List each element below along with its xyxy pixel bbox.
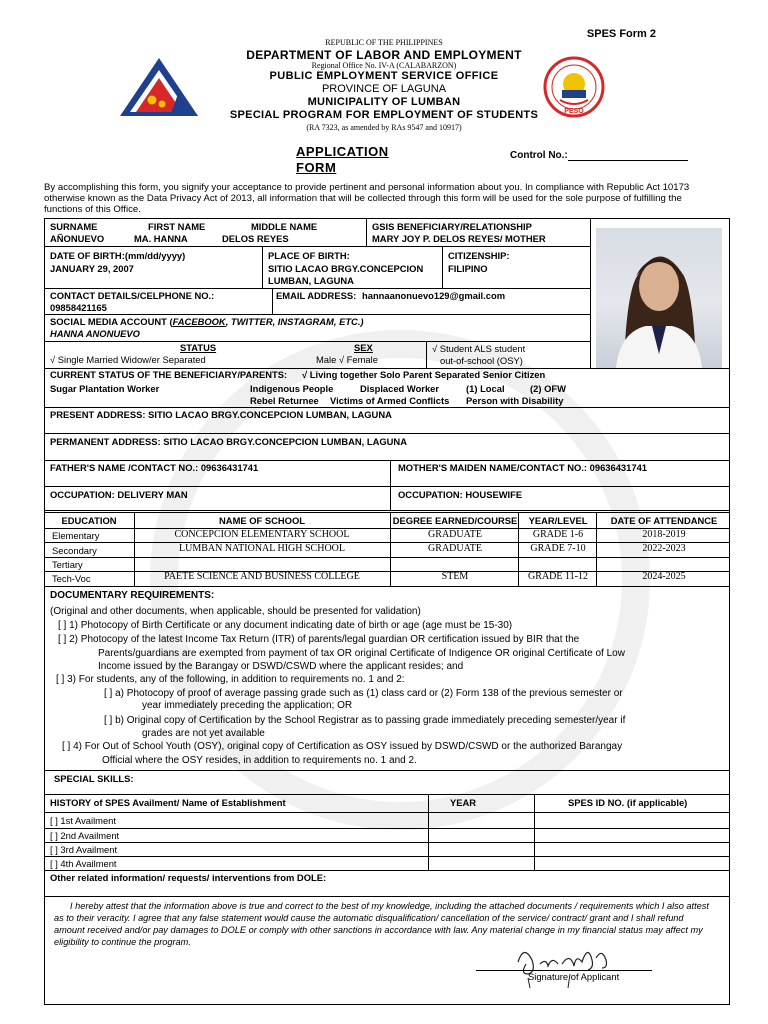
edu-row-level: Tertiary (52, 559, 83, 570)
edu-row-school[interactable]: LUMBAN NATIONAL HIGH SCHOOL (178, 543, 345, 554)
header-republic: REPUBLIC OF THE PHILIPPINES (325, 38, 443, 47)
divider (44, 828, 730, 829)
edu-row-level: Elementary (52, 530, 100, 541)
social-label-rest: , TWITTER, INSTAGRAM, ETC.) (225, 316, 364, 327)
divider (272, 288, 273, 314)
current-status-indigenous[interactable]: Indigenous People (250, 383, 334, 394)
edu-header-year: YEAR/LEVEL (528, 515, 588, 526)
current-status-label: CURRENT STATUS OF THE BENEFICIARY/PARENTS: (50, 369, 288, 380)
edu-header-date: DATE OF ATTENDANCE (610, 515, 718, 526)
form-title-line1: APPLICATION (296, 144, 389, 159)
other-info-label: Other related information/ requests/ interventions from DOLE: (50, 872, 327, 883)
current-status-sugar[interactable]: Sugar Plantation Worker (50, 383, 160, 394)
pob-label: PLACE OF BIRTH: (268, 250, 350, 261)
header-ra: (RA 7323, as amended by RAs 9547 and 10917) (306, 123, 462, 132)
current-status-victims[interactable]: Victims of Armed Conflicts (330, 395, 450, 406)
father-label: FATHER'S NAME /CONTACT NO.: (50, 462, 199, 473)
photo-portrait-icon (596, 228, 722, 368)
edu-header-school: NAME OF SCHOOL (219, 515, 305, 526)
mother-value: 09636431741 (589, 462, 647, 473)
privacy-consent-text: By accomplishing this form, you signify your acceptance to provide pertinent and personal information about you. In compliance with Republic Act 10173 otherwise known as the Data Privacy Act of 2013, all information that will be collected through this form will be used for the sole purpose of fulfilling the functions of this Office. (44, 182, 690, 215)
form-code: SPES Form 2 (586, 28, 656, 40)
doc-req-1[interactable]: [ ] 1) Photocopy of Birth Certificate or any document indicating date of birth or age (age must be 15-30) (58, 620, 513, 631)
divider (442, 246, 443, 288)
citizenship-label: CITIZENSHIP: (448, 250, 510, 261)
header-program: SPECIAL PROGRAM FOR EMPLOYMENT OF STUDENTS (229, 109, 539, 121)
surname-value[interactable]: AÑONUEVO (50, 233, 105, 244)
edu-row-school[interactable]: PAETE SCIENCE AND BUSINESS COLLEGE (164, 571, 360, 582)
edu-row-year[interactable]: GRADE 7-10 (530, 543, 586, 554)
father-contact[interactable] (50, 462, 258, 474)
social-value[interactable]: HANNA ANONUEVO (50, 328, 140, 339)
surname-label: SURNAME (50, 221, 98, 232)
divider (596, 512, 597, 586)
divider (44, 288, 590, 289)
edu-row-date[interactable]: 2022-2023 (642, 543, 686, 554)
edu-row-degree[interactable]: GRADUATE (428, 543, 482, 554)
edu-row-degree[interactable]: GRADUATE (428, 529, 482, 540)
dob-label: DATE OF BIRTH:(mm/dd/yyyy) (50, 250, 186, 261)
special-skills-label: SPECIAL SKILLS: (54, 773, 134, 784)
divider (44, 586, 730, 587)
divider (44, 896, 730, 897)
gsis-label: GSIS BENEFICIARY/RELATIONSHIP (372, 221, 532, 232)
history-header-year: YEAR (450, 797, 477, 808)
pob-value-line2[interactable]: LUMBAN, LAGUNA (268, 275, 354, 286)
current-status-displaced[interactable]: Displaced Worker (360, 383, 440, 394)
doc-req-3b-line2: grades are not yet available (142, 728, 265, 739)
divider (590, 218, 591, 368)
edu-row-year[interactable]: GRADE 11-12 (528, 571, 588, 582)
history-row-2[interactable]: [ ] 2nd Availment (50, 830, 120, 841)
father-occupation[interactable] (50, 489, 188, 501)
doc-req-note: (Original and other documents, when applicable, should be presented for validation) (50, 606, 421, 617)
sex-label: SEX (354, 342, 373, 353)
applicant-photo (596, 228, 722, 368)
email-value[interactable]: hannaanonuevo129@gmail.com (362, 290, 506, 301)
mother-occupation-label: OCCUPATION: (398, 489, 463, 500)
social-label-prefix: SOCIAL MEDIA ACCOUNT ( (50, 316, 173, 327)
contact-label: CONTACT DETAILS/CELPHONE NO.: (50, 290, 215, 301)
permanent-address[interactable] (50, 436, 407, 448)
father-occupation-label: OCCUPATION: (50, 489, 115, 500)
edu-row-level: Secondary (52, 545, 97, 556)
header-peso: PUBLIC EMPLOYMENT SERVICE OFFICE (269, 70, 499, 82)
citizenship-value[interactable]: FILIPINO (448, 263, 488, 274)
divider (534, 794, 535, 870)
divider (426, 341, 427, 368)
divider (44, 856, 730, 857)
divider (44, 842, 730, 843)
edu-row-date[interactable]: 2018-2019 (642, 529, 686, 540)
doc-req-2-line1[interactable]: [ ] 2) Photocopy of the latest Income Tax Return (ITR) of parents/legal guardian OR certification issued by BIR that the (58, 634, 580, 645)
divider (44, 486, 730, 487)
divider (44, 794, 730, 795)
history-header-name: HISTORY of SPES Availment/ Name of Establishment (50, 797, 286, 808)
divider (44, 510, 730, 511)
edu-row-school[interactable]: CONCEPCION ELEMENTARY SCHOOL (174, 529, 350, 540)
edu-row-year[interactable]: GRADE 1-6 (532, 529, 584, 540)
mother-contact[interactable] (398, 462, 647, 474)
present-address-value: SITIO LACAO BRGY.CONCEPCION LUMBAN, LAGUNA (148, 409, 392, 420)
social-label-facebook: FACEBOOK (172, 316, 226, 327)
pob-value-line1[interactable]: SITIO LACAO BRGY.CONCEPCION (268, 263, 424, 274)
current-status-local[interactable]: (1) Local (466, 383, 505, 394)
control-no-label: Control No.: (510, 150, 568, 161)
divider (44, 341, 590, 342)
present-address[interactable] (50, 409, 392, 421)
father-occupation-value: DELIVERY MAN (117, 489, 188, 500)
attestation-text: I hereby attest that the information above is true and correct to the best of my knowledge, including the attached documents / requirements which I also attest as to their veracity. I agree that any false statement would cause the automatic disqualification/ cancellation of the service/ contract/ grant and I shall refund amount received and/or pay damages to DOLE or comply with other sanctions in accordance with law. Any material change in my financial status may affect my eligibility to continue the program. (54, 901, 709, 947)
doc-req-3a-line2: year immediately preceding the application; OR (142, 700, 353, 711)
middle-name-value[interactable]: DELOS REYES (222, 233, 289, 244)
email-label: EMAIL ADDRESS: (276, 290, 357, 301)
doc-req-3a-line1[interactable]: [ ] a) Photocopy of proof of average passing grade such as (1) class card or (2) Form 138 of the previous semester or (104, 688, 623, 699)
social-label (50, 316, 364, 328)
divider (262, 246, 263, 288)
peso-seal-icon (538, 56, 610, 118)
doc-req-3b-line1[interactable]: [ ] b) Original copy of Certification by the School Registrar as to passing grade immediately preceding semester/year if (104, 715, 626, 726)
divider (44, 512, 730, 513)
control-no-field[interactable] (568, 160, 688, 161)
divider (390, 460, 391, 510)
edu-row-date[interactable]: 2024-2025 (642, 571, 686, 582)
header-province: PROVINCE OF LAGUNA (321, 83, 447, 95)
doc-req-3[interactable]: [ ] 3) For students, any of the following, in addition to requirements no. 1 and 2: (56, 674, 405, 685)
header-region: Regional Office No. IV-A (CALABARZON) (311, 61, 457, 70)
history-row-1[interactable]: [ ] 1st Availment (50, 815, 117, 826)
history-row-3[interactable]: [ ] 3rd Availment (50, 844, 118, 855)
history-row-4[interactable]: [ ] 4th Availment (50, 858, 117, 869)
divider (44, 870, 730, 871)
edu-row-degree[interactable]: STEM (441, 571, 469, 582)
middle-name-label: MIDDLE NAME (251, 221, 318, 232)
divider (44, 314, 590, 315)
status-options[interactable]: √ Single Married Widow/er Separated (50, 354, 206, 365)
divider (518, 512, 519, 586)
status-label: STATUS (180, 342, 217, 353)
divider (44, 557, 730, 558)
first-name-label: FIRST NAME (148, 221, 206, 232)
father-value: 09636431741 (200, 462, 259, 473)
history-header-spes-id: SPES ID NO. (if applicable) (568, 797, 688, 808)
doc-req-4-line2: Official where the OSY resides, in addition to requirements no. 1 and 2. (102, 755, 417, 766)
edu-header-level: EDUCATION (61, 515, 117, 526)
divider (134, 512, 135, 586)
divider (390, 512, 391, 586)
student-options-line2[interactable]: out-of-school (OSY) (440, 355, 523, 366)
gsis-value[interactable]: MARY JOY P. DELOS REYES/ MOTHER (372, 233, 546, 244)
signature-label: Signature of Applicant (528, 971, 620, 982)
doc-req-title: DOCUMENTARY REQUIREMENTS: (50, 590, 215, 601)
current-status-options[interactable]: √ Living together Solo Parent Separated Senior Citizen (302, 369, 546, 380)
form-title-line2: FORM (296, 160, 337, 175)
header-municipality: MUNICIPALITY OF LUMBAN (307, 96, 461, 108)
divider (44, 407, 730, 408)
mother-occupation[interactable] (398, 489, 522, 501)
current-status-pwd[interactable]: Person with Disability (466, 395, 564, 406)
doc-req-2-line3: Income issued by the Barangay or DSWD/CSWD where the applicant resides; and (98, 661, 464, 672)
student-options-line1[interactable]: √ Student ALS student (432, 343, 526, 354)
doc-req-4-line1[interactable]: [ ] 4) For Out of School Youth (OSY), original copy of Certification as OSY issued by DSWD/CSWD or the authorized Barangay (62, 741, 623, 752)
present-address-label: PRESENT ADDRESS: (50, 409, 146, 420)
divider (44, 246, 590, 247)
divider (366, 218, 367, 246)
divider (44, 460, 730, 461)
svg-text:PESO: PESO (564, 108, 584, 115)
permanent-address-value: SITIO LACAO BRGY.CONCEPCION LUMBAN, LAGUNA (163, 436, 407, 447)
first-name-value[interactable]: MA. HANNA (134, 233, 188, 244)
sex-options[interactable]: Male √ Female (316, 354, 378, 365)
divider (44, 770, 730, 771)
divider (428, 794, 429, 870)
mother-occupation-value: HOUSEWIFE (465, 489, 523, 500)
mother-label: MOTHER'S MAIDEN NAME/CONTACT NO.: (398, 462, 588, 473)
permanent-address-label: PERMANENT ADDRESS: (50, 436, 161, 447)
divider (44, 433, 730, 434)
edu-header-degree: DEGREE EARNED/COURSE (392, 515, 518, 526)
current-status-rebel[interactable]: Rebel Returnee (250, 395, 319, 406)
dob-value[interactable]: JANUARY 29, 2007 (50, 263, 134, 274)
divider (44, 812, 730, 813)
header-department: DEPARTMENT OF LABOR AND EMPLOYMENT (246, 48, 522, 62)
current-status-ofw[interactable]: (2) OFW (530, 383, 566, 394)
doc-req-2-line2: Parents/guardians are exempted from payment of tax OR original Certificate of Indigence OR original Certificate of Low (98, 648, 625, 659)
edu-row-level: Tech-Voc (52, 573, 91, 584)
contact-value[interactable]: 09858421165 (50, 302, 107, 313)
form-title (296, 144, 389, 176)
